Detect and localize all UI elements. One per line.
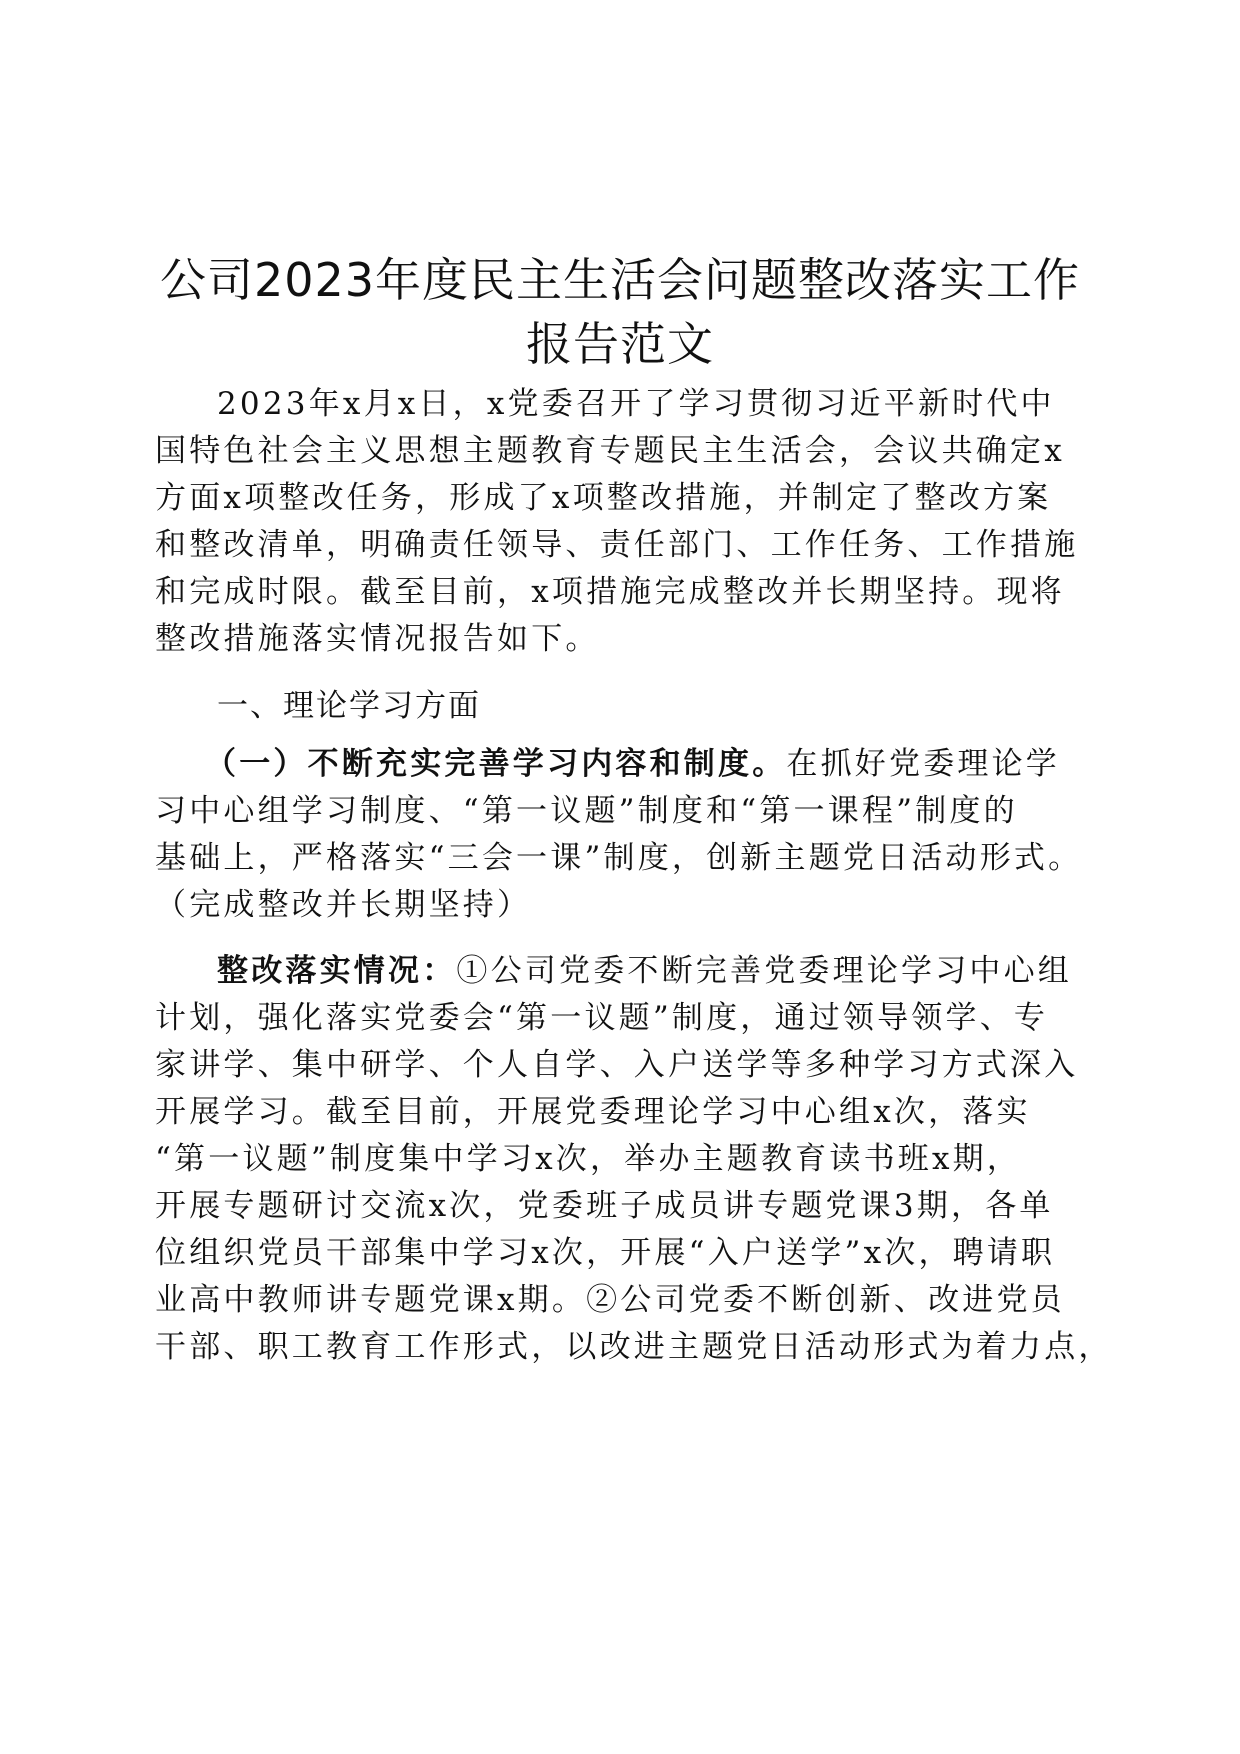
status-line: 开展学习。截至目前，开展党委理论学习中心组x次，落实	[155, 1094, 1031, 1130]
item-heading: （一）不断充实完善学习内容和制度。	[205, 746, 787, 782]
item-text: 在抓好党委理论学	[786, 746, 1061, 782]
status-text: ①公司党委不断完善党委理论学习中心组	[456, 953, 1073, 989]
title-line-1: 公司2023年度民主生活会问题整改落实工作	[159, 253, 1081, 307]
status-line: 位组织党员干部集中学习x次，开展“入户送学”x次，聘请职	[155, 1235, 1056, 1271]
intro-line: 2023年x月x日，x党委召开了学习贯彻习近平新时代中	[217, 386, 1055, 422]
item-line: 习中心组学习制度、“第一议题”制度和“第一课程”制度的	[155, 793, 1018, 829]
section-heading: 一、理论学习方面	[217, 688, 481, 724]
intro-line: 国特色社会主义思想主题教育专题民主生活会，会议共确定x	[155, 433, 1065, 469]
status-line: 家讲学、集中研学、个人自学、入户送学等多种学习方式深入	[155, 1047, 1079, 1083]
status-line: “第一议题”制度集中学习x次，举办主题教育读书班x期，	[155, 1141, 1022, 1177]
intro-line: 和整改清单，明确责任领导、责任部门、工作任务、工作措施	[155, 527, 1079, 563]
intro-line: 方面x项整改任务，形成了x项整改措施，并制定了整改方案	[155, 480, 1052, 516]
status-line: 开展专题研讨交流x次，党委班子成员讲专题党课3期，各单	[155, 1188, 1054, 1224]
item-line: 基础上，严格落实“三会一课”制度，创新主题党日活动形式。	[155, 840, 1083, 876]
item-line: （完成整改并长期坚持）	[155, 887, 532, 923]
intro-line: 和完成时限。截至目前，x项措施完成整改并长期坚持。现将	[155, 574, 1065, 610]
status-line: 计划，强化落实党委会“第一议题”制度，通过领导领学、专	[155, 1000, 1049, 1036]
status-label: 整改落实情况：	[217, 953, 457, 989]
intro-line: 整改措施落实情况报告如下。	[155, 621, 600, 657]
status-line: 业高中教师讲专题党课x期。②公司党委不断创新、改进党员	[155, 1282, 1065, 1318]
document-title	[150, 248, 1090, 376]
title-line-2: 报告范文	[526, 317, 714, 371]
status-line: 干部、职工教育工作形式，以改进主题党日活动形式为着力点，	[155, 1329, 1113, 1365]
